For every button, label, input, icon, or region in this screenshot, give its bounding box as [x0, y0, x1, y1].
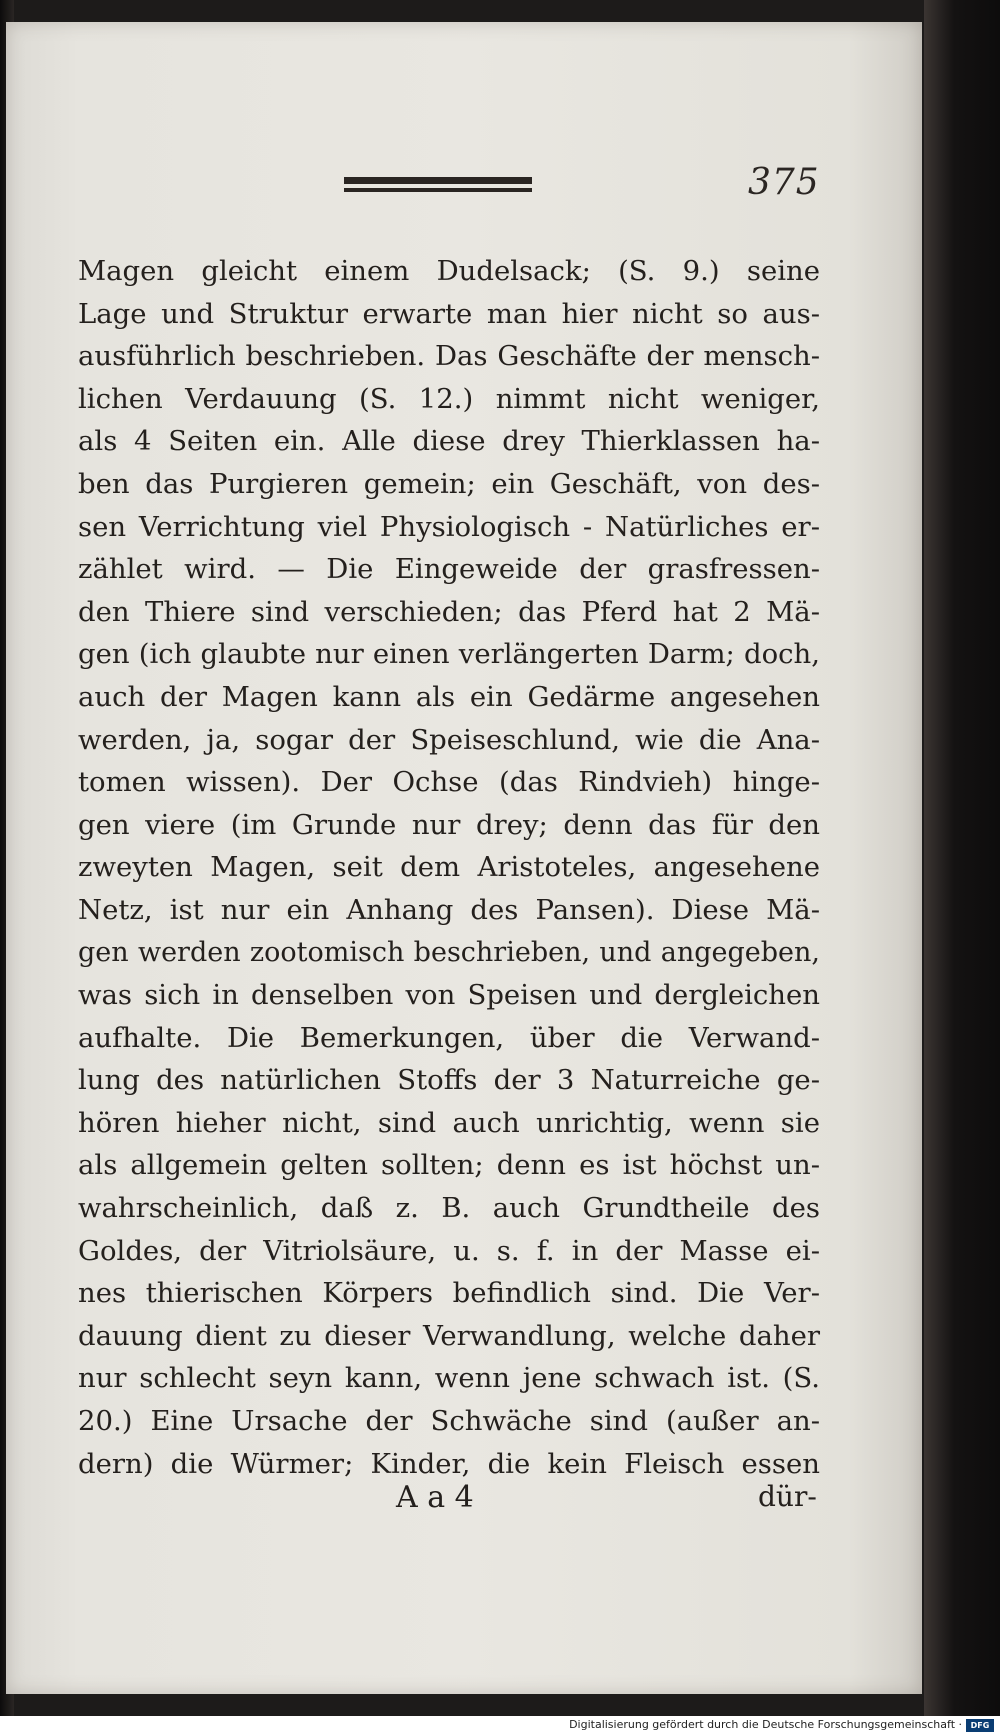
- text-line: Goldes, der Vitriolsäure, u. s. f. in der Masse ei-: [78, 1234, 820, 1267]
- scan-edge-right: [924, 0, 1000, 1736]
- text-line: nes thierischen Körpers befindlich sind. Die Ver-: [78, 1277, 820, 1310]
- text-line: dern) die Würmer; Kinder, die kein Fleisch essen: [78, 1447, 820, 1480]
- body-text: [78, 250, 820, 1485]
- text-line: 20.) Eine Ursache der Schwäche sind (außer an-: [78, 1405, 820, 1438]
- text-line: was sich in denselben von Speisen und dergleichen: [78, 979, 820, 1012]
- text-line: werden, ja, sogar der Speiseschlund, wie die Ana-: [78, 723, 820, 756]
- text-line: als allgemein gelten sollten; denn es ist höchst un-: [78, 1149, 820, 1182]
- text-line: auch der Magen kann als ein Gedärme angesehen: [78, 680, 820, 713]
- text-line: hören hieher nicht, sind auch unrichtig, wenn sie: [78, 1106, 820, 1139]
- text-line: ausführlich beschrieben. Das Geschäfte der mensch-: [78, 340, 820, 373]
- text-line: nur schlecht seyn kann, wenn jene schwach ist. (S.: [78, 1362, 820, 1395]
- header-rule-thin: [344, 188, 532, 192]
- text-line: zweyten Magen, seit dem Aristoteles, angesehene: [78, 851, 820, 884]
- text-line: wahrscheinlich, daß z. B. auch Grundtheile des: [78, 1192, 820, 1225]
- text-line: zählet wird. — Die Eingeweide der grasfressen-: [78, 553, 820, 586]
- catchword: dür-: [758, 1480, 817, 1513]
- book-page: [6, 22, 922, 1694]
- text-line: aufhalte. Die Bemerkungen, über die Verwand-: [78, 1021, 820, 1054]
- header-rule: [344, 174, 532, 196]
- text-line: gen (ich glaubte nur einen verlängerten Darm; doch,: [78, 638, 820, 671]
- text-line: gen viere (im Grunde nur drey; denn das für den: [78, 808, 820, 841]
- header-rule-thick: [344, 177, 532, 184]
- text-line: Magen gleicht einem Dudelsack; (S. 9.) seine: [78, 255, 820, 287]
- page-number: 375: [748, 162, 820, 203]
- text-line: gen werden zootomisch beschrieben, und angegeben,: [78, 936, 820, 968]
- text-line: als 4 Seiten ein. Alle diese drey Thierklassen ha-: [78, 425, 820, 458]
- text-line: dauung dient zu dieser Verwandlung, welche daher: [78, 1319, 820, 1352]
- text-line: sen Verrichtung viel Physiologisch - Natürliches er-: [78, 510, 820, 543]
- footer-bar: [0, 1716, 1000, 1736]
- text-line: Netz, ist nur ein Anhang des Pansen). Diese Mä-: [78, 893, 820, 926]
- signature-mark: A a 4: [396, 1480, 474, 1515]
- footer-credit: Digitalisierung gefördert durch die Deutsche Forschungsgemeinschaft ·: [569, 1718, 962, 1731]
- text-line: Lage und Struktur erwarte man hier nicht so aus-: [78, 297, 820, 330]
- text-line: ben das Purgieren gemein; ein Geschäft, von des-: [78, 467, 820, 500]
- dfg-logo-icon: DFG: [966, 1719, 994, 1732]
- text-line: lichen Verdauung (S. 12.) nimmt nicht weniger,: [78, 382, 820, 415]
- text-line: tomen wissen). Der Ochse (das Rindvieh) hinge-: [78, 766, 820, 799]
- text-line: den Thiere sind verschieden; das Pferd hat 2 Mä-: [78, 595, 820, 628]
- text-line: lung des natürlichen Stoffs der 3 Naturreiche ge-: [78, 1064, 820, 1097]
